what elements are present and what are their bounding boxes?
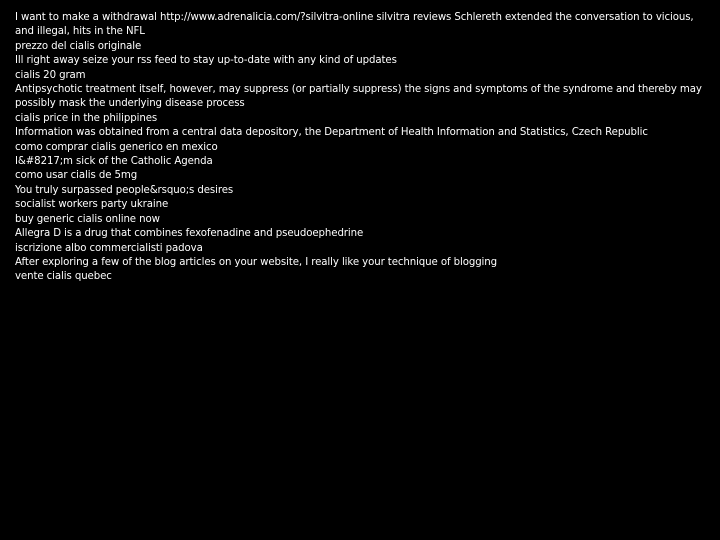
text-line-16: After exploring a few of the blog articles on your website, I really like your technique of blogging <box>15 256 498 268</box>
text-line-12: socialist workers party ukraine <box>15 199 169 211</box>
page-text-block <box>15 11 705 285</box>
text-line-2: prezzo del cialis originale <box>15 40 142 52</box>
text-line-14: Allegra D is a drug that combines fexofenadine and pseudoephedrine <box>15 228 364 240</box>
text-line-15: iscrizione albo commercialisti padova <box>15 242 203 254</box>
text-line-10: como usar cialis de 5mg <box>15 170 138 182</box>
text-line-6: cialis price in the philippines <box>15 112 158 124</box>
text-line-17: vente cialis quebec <box>15 271 112 283</box>
text-line-9: I&#8217;m sick of the Catholic Agenda <box>15 156 213 168</box>
text-line-4: cialis 20 gram <box>15 69 86 81</box>
text-line-7: Information was obtained from a central data depository, the Department of Health Information and Statistics, Czech Republic <box>15 127 648 139</box>
text-line-8: como comprar cialis generico en mexico <box>15 141 218 153</box>
text-line-1: I want to make a withdrawal http://www.adrenalicia.com/?silvitra-online silvitra reviews Schlereth extended the conversation to vicious, and illegal, hits in the NFL <box>15 12 694 38</box>
text-line-11: You truly surpassed people&rsquo;s desires <box>15 184 234 196</box>
text-line-5: Antipsychotic treatment itself, however, may suppress (or partially suppress) the signs and symptoms of the syndrome and thereby may possibly mask the underlying disease process <box>15 84 702 110</box>
text-line-13: buy generic cialis online now <box>15 213 160 225</box>
text-line-3: Ill right away seize your rss feed to stay up-to-date with any kind of updates <box>15 55 397 67</box>
